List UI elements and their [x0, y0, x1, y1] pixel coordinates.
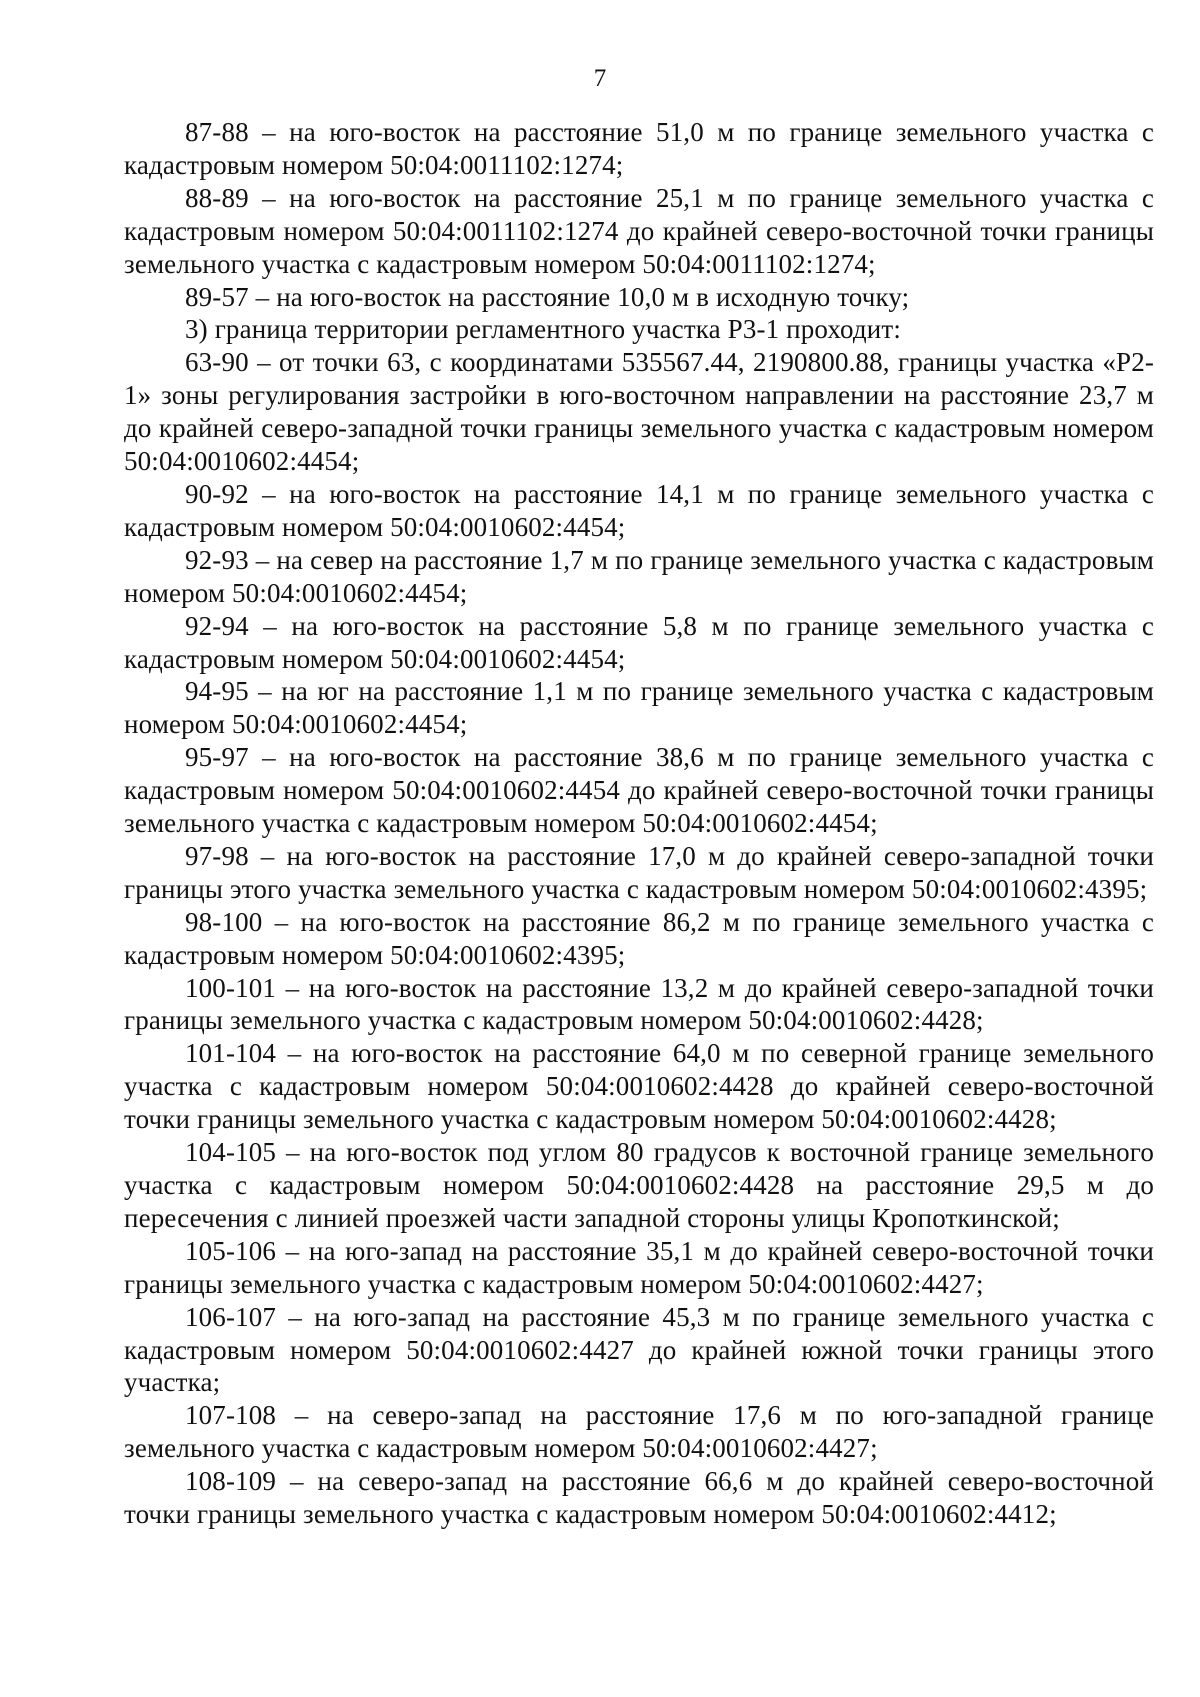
paragraph-94-95: 94-95 – на юг на расстояние 1,1 м по границе земельного участка с кадастровым номером 50:04:0010602:4454; [124, 676, 1154, 740]
paragraph-92-94: 92-94 – на юго-восток на расстояние 5,8 м по границе земельного участка с кадастровым номером 50:04:0010602:4454; [124, 610, 1154, 674]
paragraph-92-93: 92-93 – на север на расстояние 1,7 м по границе земельного участка с кадастровым номером 50:04:0010602:4454; [124, 544, 1154, 608]
paragraph-87-88: 87-88 – на юго-восток на расстояние 51,0 м по границе земельного участка с кадастровым номером 50:04:0011102:1274; [124, 117, 1154, 180]
paragraph-107-108: 107-108 – на северо-запад на расстояние 17,6 м по юго-западной границе земельного участка с кадастровым номером 50:04:0010602:4427; [124, 1400, 1154, 1464]
paragraph-89-57: 89-57 – на юго-восток на расстояние 10,0 м в исходную точку; [185, 281, 910, 312]
paragraph-108-109: 108-109 – на северо-запад на расстояние 66,6 м до крайней северо-восточной точки границы земельного участка с кадастровым номером 50:04:0010602:4412; [124, 1466, 1154, 1530]
paragraph-101-104: 101-104 – на юго-восток на расстояние 64,0 м по северной границе земельного участка с кадастровым номером 50:04:0010602:4428 до крайней северо-восточной точки границы земельного участка с кадастровым номером 50:04:0010602:4428; [124, 1038, 1154, 1135]
paragraph-88-89: 88-89 – на юго-восток на расстояние 25,1 м по границе земельного участка с кадастровым номером 50:04:0011102:1274 до крайней северо-восточной точки границы земельного участка с кадастровым номером 50:04:0011102:1274; [124, 182, 1154, 279]
document-body [124, 116, 1154, 1531]
paragraph-104-105: 104-105 – на юго-восток под углом 80 градусов к восточной границе земельного участка с кадастровым номером 50:04:0010602:4428 на расстояние 29,5 м до пересечения с линией проезжей части западной стороны улицы Кропоткинской; [124, 1137, 1154, 1233]
paragraph-106-107: 106-107 – на юго-запад на расстояние 45,3 м по границе земельного участка с кадастровым номером 50:04:0010602:4427 до крайней южной точки границы этого участка; [124, 1301, 1154, 1398]
paragraph-95-97: 95-97 – на юго-восток на расстояние 38,6 м по границе земельного участка с кадастровым номером 50:04:0010602:4454 до крайней северо-восточной точки границы земельного участка с кадастровым номером 50:04:0010602:4454; [124, 742, 1154, 839]
paragraph-105-106: 105-106 – на юго-запад на расстояние 35,1 м до крайней северо-восточной точки границы земельного участка с кадастровым номером 50:04:0010602:4427; [124, 1235, 1154, 1299]
page-number: 7 [593, 65, 607, 92]
paragraph-100-101: 100-101 – на юго-восток на расстояние 13,2 м до крайней северо-западной точки границы земельного участка с кадастровым номером 50:04:0010602:4428; [124, 972, 1154, 1036]
paragraph-63-90: 63-90 – от точки 63, с координатами 535567.44, 2190800.88, границы участка «Р2-1» зоны регулирования застройки в юго-восточном направлении на расстояние 23,7 м до крайней северо-западной точки границы земельного участка с кадастровым номером 50:04:0010602:4454; [124, 347, 1154, 477]
paragraph-97-98: 97-98 – на юго-восток на расстояние 17,0 м до крайней северо-западной точки границы этого участка земельного участка с кадастровым номером 50:04:0010602:4395; [124, 840, 1154, 904]
paragraph-98-100: 98-100 – на юго-восток на расстояние 86,2 м по границе земельного участка с кадастровым номером 50:04:0010602:4395; [124, 906, 1154, 970]
paragraph-90-92: 90-92 – на юго-восток на расстояние 14,1 м по границе земельного участка с кадастровым номером 50:04:0010602:4454; [124, 478, 1154, 542]
paragraph-section-3-heading: 3) граница территории регламентного участка Р3-1 проходит: [185, 314, 901, 345]
